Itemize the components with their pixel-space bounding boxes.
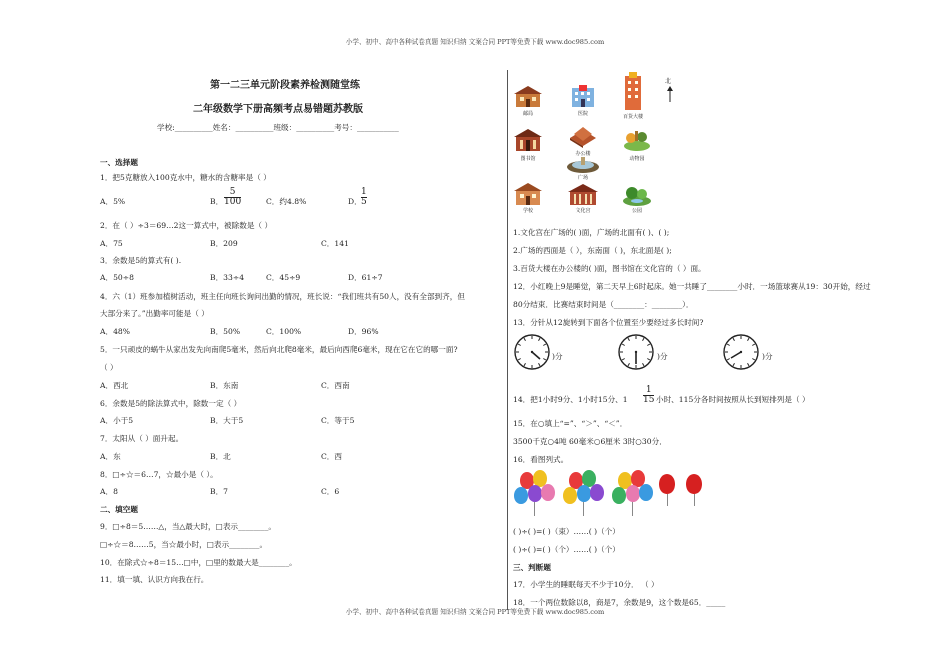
page-header: 小学、初中、高中各种试卷真题 知识归纳 文案合同 PPT等免费下载 www.doc985.com bbox=[345, 38, 605, 46]
building-label-library: 图书馆 bbox=[520, 156, 536, 162]
post-office-icon bbox=[513, 84, 543, 108]
building-label-park: 公园 bbox=[631, 208, 642, 214]
q4-option-d: D．96% bbox=[348, 327, 379, 336]
title-sub: 二年级数学下册高频考点易错题苏教版 bbox=[193, 104, 363, 115]
q7-option-b: B．北 bbox=[210, 452, 231, 461]
question-17: 17．小学生的睡眠每天不少于10分． （ ） bbox=[513, 580, 659, 589]
q1-option-d: D． bbox=[348, 197, 362, 206]
balloon bbox=[686, 474, 702, 494]
building-label-office: 办公楼 bbox=[575, 151, 591, 157]
question-4-line2: 大部分来了。”出勤率可能是（ ） bbox=[100, 309, 209, 318]
section-judge: 三、判断题 bbox=[513, 563, 551, 572]
question-18: 18．一个两位数除以8，商是7，余数是9，这个数是65．_____ bbox=[513, 598, 726, 607]
north-label: 北 bbox=[665, 78, 672, 85]
clock-face-1 bbox=[514, 334, 550, 370]
section-fill: 二、填空题 bbox=[100, 505, 138, 514]
question-14-prefix: 14．把1小时9分、1小时15分、1 bbox=[513, 395, 628, 404]
balloon bbox=[590, 484, 604, 501]
question-16: 16．看图列式。 bbox=[513, 455, 569, 464]
office-building-icon bbox=[568, 124, 598, 148]
square-fountain-icon bbox=[566, 154, 600, 174]
zoo-icon bbox=[622, 128, 652, 152]
question-15-items: 3500千克○4吨 60毫米○6厘米 3时○30分． bbox=[513, 437, 667, 446]
balloon bbox=[639, 484, 653, 501]
q1-fraction-b-num: 5 bbox=[229, 187, 236, 197]
question-15: 15．在○填上“=”、“＞”、“＜”． bbox=[513, 419, 628, 428]
question-9-line2: □÷☆＝8……5，当☆最小时，□表示________。 bbox=[100, 540, 268, 549]
q5-option-a: A．西北 bbox=[100, 381, 129, 390]
question-8: 8．□÷☆＝6…7，☆最小是（ ）。 bbox=[100, 470, 218, 479]
column-divider bbox=[507, 70, 508, 610]
q1-fraction-b bbox=[224, 188, 241, 208]
question-13: 13．分针从12旋转到下面各个位置至少要经过多长时间? bbox=[513, 318, 704, 327]
clock-face-3 bbox=[723, 334, 759, 370]
question-12-line2: 80分结束．比赛结束时间是（________：________）． bbox=[513, 300, 694, 309]
question-10: 10．在除式☆÷8＝15…□中，□里的数最大是________。 bbox=[100, 558, 297, 567]
q8-option-b: B．7 bbox=[210, 487, 229, 496]
question-5-line2: （ ） bbox=[100, 363, 118, 372]
map-question-1: 1.文化宫在广场的( )面，广场的北面有( )、( ); bbox=[513, 228, 670, 237]
question-12-line1: 12．小红晚上9是睡觉，第二天早上6时起床。她一共睡了________小时．一场篮球赛从19：30开始，经过 bbox=[513, 282, 871, 291]
culture-palace-icon bbox=[568, 182, 598, 206]
question-16-line1: ( )÷( )=( )（束）……( )（个） bbox=[513, 527, 620, 536]
question-7: 7．太阳从（ ）面升起。 bbox=[100, 434, 184, 443]
q4-option-c: C．100% bbox=[266, 327, 302, 336]
park-icon bbox=[622, 182, 652, 206]
hospital-icon bbox=[568, 84, 598, 108]
q1-fraction-b-den: 100 bbox=[224, 197, 242, 208]
q6-option-c: C．等于5 bbox=[321, 416, 355, 425]
q3-option-c: C．45÷9 bbox=[266, 273, 301, 282]
q1-fraction-d-den: 5 bbox=[361, 197, 367, 208]
question-4-line1: 4．六（1）班参加植树活动，班主任向班长询问出勤的情况，班长说：“我们班共有50人，没有全部到齐，但 bbox=[100, 292, 465, 301]
clock-1-answer: )分 bbox=[552, 352, 563, 361]
building-label-post-office: 邮局 bbox=[522, 111, 533, 117]
q3-option-a: A．50÷8 bbox=[100, 273, 134, 282]
map-question-2: 2.广场的西面是（ ），东南面（ )，东北面是( ); bbox=[513, 246, 672, 255]
student-info-line: 学校:__________姓名：__________班级：__________考号：___________ bbox=[157, 123, 399, 132]
q5-option-b: B．东南 bbox=[210, 381, 239, 390]
q7-option-a: A．东 bbox=[100, 452, 121, 461]
q2-option-b: B．209 bbox=[210, 239, 238, 248]
q4-option-b: B．50% bbox=[210, 327, 241, 336]
question-9-line1: 9．□÷8＝5……△，当△最大时，□表示________。 bbox=[100, 522, 276, 531]
balloon bbox=[659, 474, 675, 494]
balloon bbox=[528, 485, 542, 502]
question-2: 2．在（ ）÷3＝69…2这一算式中，被除数是（ ） bbox=[100, 221, 273, 230]
q1-option-b: B． bbox=[210, 197, 224, 206]
map-question-3: 3.百货大楼在办公楼的( )面，图书馆在文化宫的（ ）面。 bbox=[513, 264, 706, 273]
building-label-hospital: 医院 bbox=[577, 111, 588, 117]
school-icon bbox=[513, 182, 543, 206]
q14-fraction bbox=[643, 386, 654, 406]
page-footer: 小学、初中、高中各种试卷真题 知识归纳 文案合同 PPT等免费下载 www.doc985.com bbox=[345, 608, 605, 616]
q1-option-c: C．约4.8% bbox=[266, 197, 307, 206]
building-label-zoo: 动物园 bbox=[629, 156, 645, 162]
q2-option-c: C．141 bbox=[321, 239, 349, 248]
library-icon bbox=[513, 128, 543, 152]
balloon bbox=[541, 484, 555, 501]
q8-option-c: C．6 bbox=[321, 487, 340, 496]
question-14-suffix: 小时、115分各时间按照从长到短排列是（ ） bbox=[656, 395, 810, 404]
q2-option-a: A．75 bbox=[100, 239, 123, 248]
balloon bbox=[563, 487, 577, 504]
q3-option-b: B．33÷4 bbox=[210, 273, 245, 282]
balloon bbox=[612, 487, 626, 504]
north-arrow-icon bbox=[666, 86, 674, 102]
q1-fraction-d bbox=[361, 188, 367, 208]
question-5-line1: 5．一只顽皮的蜗牛从家出发先向南爬5毫米，然后向北爬8毫米，最后向西爬6毫米，现在它在它的哪一面? bbox=[100, 345, 458, 354]
building-label-square: 广场 bbox=[577, 175, 588, 181]
question-16-line2: ( )÷( )=( )（个）……( )（个） bbox=[513, 545, 620, 554]
title-main: 第一二三单元阶段素养检测随堂练 bbox=[210, 80, 360, 91]
clock-3-answer: )分 bbox=[762, 352, 773, 361]
q5-option-c: C．西南 bbox=[321, 381, 350, 390]
q4-option-a: A．48% bbox=[100, 327, 130, 336]
q3-option-d: D．61÷7 bbox=[348, 273, 383, 282]
clock-2-answer: )分 bbox=[657, 352, 668, 361]
q14-fraction-den: 15 bbox=[643, 395, 655, 406]
q1-option-a: A．5% bbox=[100, 197, 126, 206]
q6-option-b: B．大于5 bbox=[210, 416, 244, 425]
balloon bbox=[577, 485, 591, 502]
q14-fraction-num: 1 bbox=[645, 385, 652, 395]
section-choice: 一、选择题 bbox=[100, 158, 138, 167]
clock-face-2 bbox=[618, 334, 654, 370]
building-label-culture-palace: 文化宫 bbox=[575, 208, 591, 214]
question-1: 1．把5克糖放入100克水中，糖水的含糖率是（ ） bbox=[100, 173, 271, 182]
building-label-department-store: 百货大楼 bbox=[622, 114, 643, 120]
q7-option-c: C．西 bbox=[321, 452, 342, 461]
question-11: 11．填一填、认识方向我在行。 bbox=[100, 575, 209, 584]
q1-fraction-d-num: 1 bbox=[361, 187, 367, 197]
q8-option-a: A．8 bbox=[100, 487, 118, 496]
balloon bbox=[514, 487, 528, 504]
question-3: 3．余数是5的算式有( ). bbox=[100, 256, 182, 265]
question-6: 6．余数是5的除法算式中，除数一定（ ） bbox=[100, 399, 242, 408]
building-label-school: 学校 bbox=[522, 208, 533, 214]
q6-option-a: A．小于5 bbox=[100, 416, 134, 425]
department-store-icon bbox=[620, 72, 646, 110]
balloon bbox=[626, 485, 640, 502]
